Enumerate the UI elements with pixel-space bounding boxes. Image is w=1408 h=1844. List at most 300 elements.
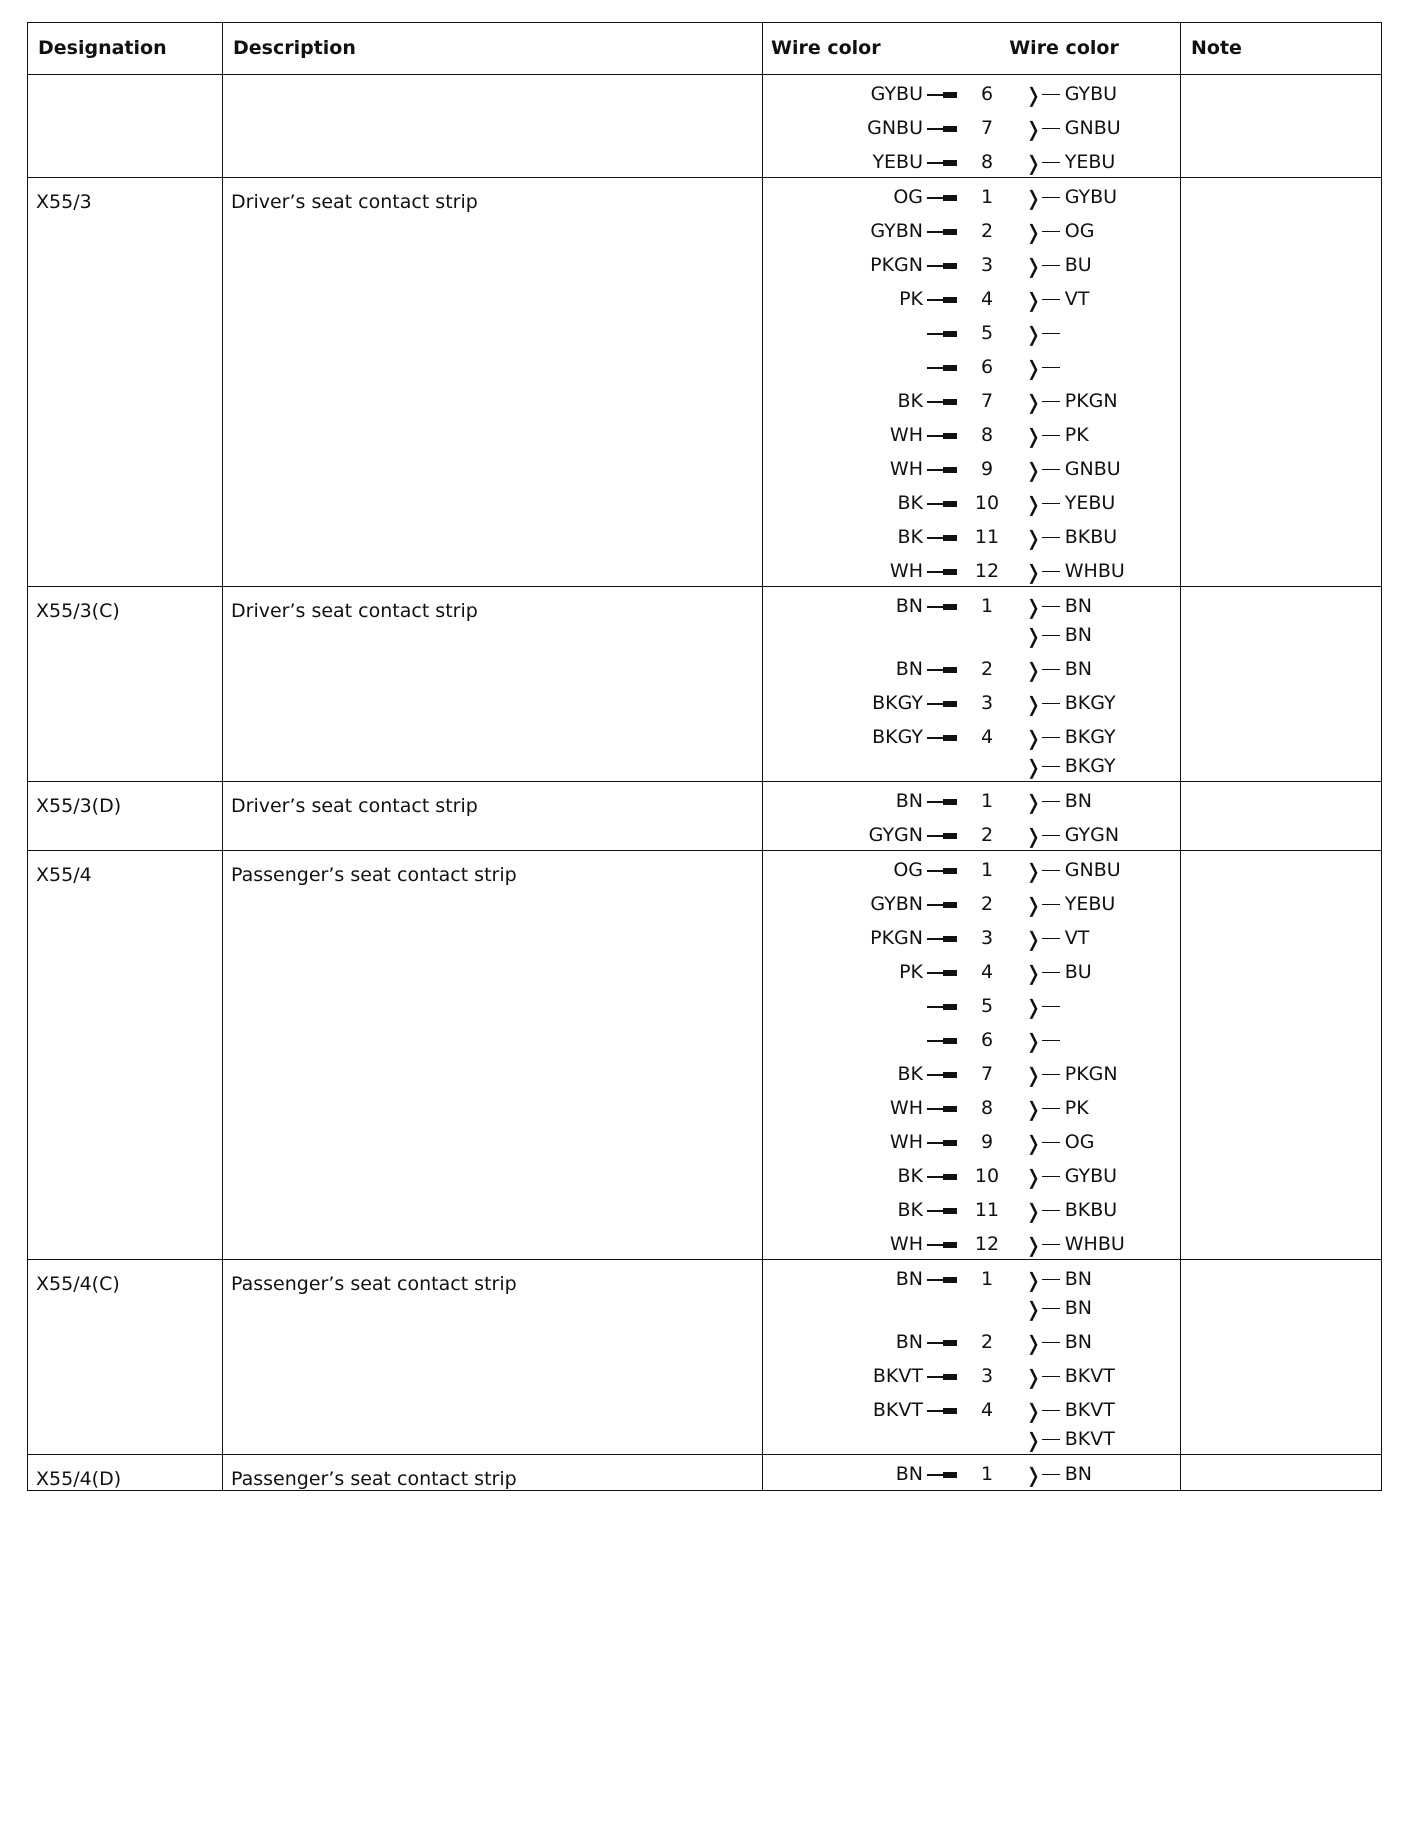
- socket-icon: ❭: [1025, 623, 1042, 648]
- socket-icon: ❭: [1025, 926, 1042, 951]
- wire-color-right-group: [1025, 821, 1119, 850]
- pin-row: [763, 919, 1180, 953]
- wire-color-right-group: [1025, 592, 1092, 650]
- wire-color-right-entry: [1025, 557, 1125, 586]
- pin-plug-icon: [927, 801, 957, 803]
- socket-icon: ❭: [1025, 657, 1042, 682]
- note-cell: [1181, 75, 1382, 178]
- wire-color-right-group: [1025, 890, 1115, 919]
- wire-color-right: WHBU: [1064, 1233, 1125, 1255]
- pin-row: [763, 416, 1180, 450]
- socket-line-icon: [1042, 197, 1060, 199]
- pin-plug-icon: [927, 938, 957, 940]
- wire-color-right: BN: [1064, 1331, 1093, 1353]
- pin-row: [763, 382, 1180, 416]
- pin-number: 8: [980, 424, 994, 446]
- socket-line-icon: [1042, 1342, 1060, 1344]
- pin-number: 7: [980, 390, 994, 412]
- wire-color-left: WH: [889, 458, 923, 480]
- pin-plug-icon: [927, 1142, 957, 1144]
- wire-color-right-entry: [1025, 1230, 1125, 1259]
- pin-number: 8: [980, 1097, 994, 1119]
- pin-number: 5: [980, 322, 994, 344]
- pin-plug-icon: [927, 401, 957, 403]
- wire-color-right-group: [1025, 387, 1118, 416]
- pin-plug-icon: [927, 606, 957, 608]
- pin-plug-icon: [927, 1176, 957, 1178]
- pin-number: 6: [980, 1029, 994, 1051]
- wire-color-right-entry: [1025, 992, 1065, 1021]
- wire-color-left: PKGN: [870, 927, 923, 949]
- wire-color-right-entry: [1025, 285, 1089, 314]
- pin-number: 10: [974, 1165, 1000, 1187]
- socket-line-icon: [1042, 606, 1060, 608]
- pin-number: 1: [980, 1268, 994, 1290]
- wire-color-right-entry: [1025, 523, 1117, 552]
- pin-number: 3: [980, 927, 994, 949]
- header-wire-color-left: Wire color: [771, 37, 881, 59]
- wire-color-right: VT: [1064, 288, 1090, 310]
- socket-icon: ❭: [1025, 1164, 1042, 1189]
- wire-color-left: WH: [889, 424, 923, 446]
- wire-color-right-group: [1025, 924, 1089, 953]
- pin-row: [763, 1021, 1180, 1055]
- wire-color-right-group: [1025, 1094, 1089, 1123]
- wire-color-right-entry: [1025, 353, 1065, 382]
- pin-plug-icon: [927, 1279, 957, 1281]
- socket-icon: ❭: [1025, 1198, 1042, 1223]
- wire-color-right: OG: [1064, 1131, 1095, 1153]
- pin-number: 11: [974, 526, 1000, 548]
- wire-color-right-entry: [1025, 787, 1092, 816]
- socket-line-icon: [1042, 1279, 1060, 1281]
- wire-color-right-entry: [1025, 621, 1092, 650]
- pin-number: 5: [980, 995, 994, 1017]
- wire-color-right-group: [1025, 421, 1089, 450]
- pin-plug-icon: [927, 1040, 957, 1042]
- wire-color-cell: [763, 1260, 1181, 1455]
- socket-icon: ❭: [1025, 1296, 1042, 1321]
- socket-icon: ❭: [1025, 1130, 1042, 1155]
- socket-icon: ❭: [1025, 994, 1042, 1019]
- wire-color-left: WH: [889, 560, 923, 582]
- wire-color-right: YEBU: [1064, 492, 1116, 514]
- wire-color-right-group: [1025, 148, 1115, 177]
- pin-plug-icon: [927, 1410, 957, 1412]
- socket-line-icon: [1042, 1142, 1060, 1144]
- socket-line-icon: [1042, 669, 1060, 671]
- wire-color-left: GNBU: [867, 117, 923, 139]
- wire-color-right-entry: [1025, 1060, 1118, 1089]
- pin-row: [763, 1323, 1180, 1357]
- table-row: [28, 1260, 1382, 1455]
- wire-color-right-group: [1025, 455, 1121, 484]
- wire-color-right: BKVT: [1064, 1365, 1115, 1387]
- wire-color-right-entry: [1025, 1128, 1094, 1157]
- pin-number: 3: [980, 692, 994, 714]
- pin-row: [763, 484, 1180, 518]
- socket-line-icon: [1042, 635, 1060, 637]
- wire-color-right-entry: [1025, 80, 1117, 109]
- wire-color-right: GNBU: [1064, 859, 1121, 881]
- note-cell: [1181, 851, 1382, 1260]
- socket-icon: ❭: [1025, 594, 1042, 619]
- pin-plug-icon: [927, 503, 957, 505]
- wire-color-right: BN: [1064, 595, 1093, 617]
- description-cell: Passenger’s seat contact strip: [223, 1260, 763, 1455]
- socket-line-icon: [1042, 972, 1060, 974]
- socket-line-icon: [1042, 231, 1060, 233]
- socket-line-icon: [1042, 766, 1060, 768]
- wire-color-right-entry: [1025, 1362, 1115, 1391]
- socket-icon: ❭: [1025, 1028, 1042, 1053]
- socket-line-icon: [1042, 94, 1060, 96]
- socket-icon: ❭: [1025, 253, 1042, 278]
- wire-color-right-group: [1025, 285, 1089, 314]
- wire-color-right-group: [1025, 217, 1094, 246]
- description-cell: Passenger’s seat contact strip: [223, 1455, 763, 1491]
- wire-color-right-group: [1025, 1128, 1094, 1157]
- pin-row: [763, 280, 1180, 314]
- socket-line-icon: [1042, 1376, 1060, 1378]
- wire-color-right-entry: [1025, 655, 1092, 684]
- pin-number: 3: [980, 254, 994, 276]
- note-cell: [1181, 587, 1382, 782]
- pin-row: [763, 246, 1180, 280]
- wire-color-right: BN: [1064, 624, 1093, 646]
- wire-color-left: WH: [889, 1233, 923, 1255]
- socket-line-icon: [1042, 435, 1060, 437]
- pin-row: [763, 1089, 1180, 1123]
- pin-row: [763, 348, 1180, 382]
- pin-row: [763, 1123, 1180, 1157]
- wire-color-right: BKGY: [1064, 755, 1116, 777]
- socket-line-icon: [1042, 1074, 1060, 1076]
- pin-number: 4: [980, 961, 994, 983]
- wire-color-right: PKGN: [1064, 390, 1118, 412]
- wire-color-right: BU: [1064, 254, 1092, 276]
- table-row: [28, 75, 1382, 178]
- wire-color-right-entry: [1025, 1265, 1092, 1294]
- wire-color-right-entry: [1025, 1425, 1115, 1454]
- pin-row: [763, 75, 1180, 109]
- connector-table: [27, 22, 1382, 1491]
- wire-color-left: BN: [895, 1268, 923, 1290]
- wire-color-left: BKVT: [872, 1399, 923, 1421]
- pin-row: [763, 143, 1180, 177]
- wire-color-left: PK: [899, 961, 923, 983]
- wire-color-right-group: [1025, 523, 1117, 552]
- wire-color-right-group: [1025, 689, 1116, 718]
- wire-color-left: GYBN: [870, 893, 923, 915]
- wire-color-right-group: [1025, 992, 1065, 1021]
- header-row: [28, 23, 1382, 75]
- socket-line-icon: [1042, 299, 1060, 301]
- pin-row: [763, 1055, 1180, 1089]
- designation-cell: X55/4(D): [28, 1455, 223, 1491]
- wire-color-right: BKVT: [1064, 1399, 1115, 1421]
- pin-plug-icon: [927, 669, 957, 671]
- wire-color-right: BKGY: [1064, 692, 1116, 714]
- socket-icon: ❭: [1025, 725, 1042, 750]
- wire-color-right-group: [1025, 1162, 1117, 1191]
- pin-number: 3: [980, 1365, 994, 1387]
- pin-plug-icon: [927, 537, 957, 539]
- pin-plug-icon: [927, 367, 957, 369]
- socket-icon: ❭: [1025, 1398, 1042, 1423]
- socket-icon: ❭: [1025, 691, 1042, 716]
- wire-color-right-group: [1025, 1362, 1115, 1391]
- pin-number: 1: [980, 790, 994, 812]
- pin-plug-icon: [927, 94, 957, 96]
- wire-color-right-entry: [1025, 217, 1094, 246]
- wire-color-right: BN: [1064, 1463, 1093, 1485]
- pin-number: 4: [980, 726, 994, 748]
- wire-color-left: GYGN: [868, 824, 923, 846]
- wire-color-right-entry: [1025, 821, 1119, 850]
- pin-number: 12: [974, 560, 1000, 582]
- socket-icon: ❭: [1025, 823, 1042, 848]
- wire-color-left: YEBU: [872, 151, 923, 173]
- pin-plug-icon: [927, 299, 957, 301]
- wire-color-left: OG: [893, 859, 923, 881]
- pin-row: [763, 718, 1180, 781]
- wire-color-left: BK: [897, 526, 923, 548]
- pin-number: 11: [974, 1199, 1000, 1221]
- wire-color-cell: [763, 587, 1181, 782]
- wire-color-right-entry: [1025, 890, 1115, 919]
- pin-number: 1: [980, 595, 994, 617]
- wire-color-right-group: [1025, 655, 1092, 684]
- socket-icon: ❭: [1025, 789, 1042, 814]
- wire-color-right-group: [1025, 1196, 1117, 1225]
- wire-color-cell: [763, 851, 1181, 1260]
- header-wire-color: [763, 23, 1181, 75]
- wire-color-right-entry: [1025, 1294, 1092, 1323]
- table-row: [28, 587, 1382, 782]
- socket-line-icon: [1042, 1040, 1060, 1042]
- socket-icon: ❭: [1025, 1364, 1042, 1389]
- wire-color-right-entry: [1025, 1396, 1115, 1425]
- socket-line-icon: [1042, 469, 1060, 471]
- table-row: [28, 178, 1382, 587]
- description-cell: Passenger’s seat contact strip: [223, 851, 763, 1260]
- pin-plug-icon: [927, 571, 957, 573]
- pin-plug-icon: [927, 737, 957, 739]
- wire-color-right: VT: [1064, 927, 1090, 949]
- designation-cell: X55/3(C): [28, 587, 223, 782]
- socket-line-icon: [1042, 801, 1060, 803]
- wire-color-right-group: [1025, 1026, 1065, 1055]
- socket-icon: ❭: [1025, 150, 1042, 175]
- note-cell: [1181, 782, 1382, 851]
- header-wire-color-right: Wire color: [1009, 37, 1119, 59]
- pin-row: [763, 684, 1180, 718]
- wire-color-left: WH: [889, 1097, 923, 1119]
- wire-color-right-group: [1025, 114, 1121, 143]
- wire-color-right-group: [1025, 557, 1125, 586]
- socket-line-icon: [1042, 904, 1060, 906]
- pin-plug-icon: [927, 265, 957, 267]
- socket-icon: ❭: [1025, 185, 1042, 210]
- wire-color-right-entry: [1025, 455, 1121, 484]
- wire-color-cell: [763, 178, 1181, 587]
- wire-color-right-group: [1025, 489, 1115, 518]
- wire-color-right: OG: [1064, 220, 1095, 242]
- wire-color-right: BN: [1064, 658, 1093, 680]
- pin-plug-icon: [927, 904, 957, 906]
- wire-color-right-entry: [1025, 1196, 1117, 1225]
- wire-color-left: WH: [889, 1131, 923, 1153]
- pin-number: 7: [980, 117, 994, 139]
- wire-color-right: BKVT: [1064, 1428, 1115, 1450]
- wire-color-right: YEBU: [1064, 151, 1116, 173]
- wire-color-left: BKVT: [872, 1365, 923, 1387]
- wire-color-right-group: [1025, 1060, 1118, 1089]
- pin-row: [763, 1357, 1180, 1391]
- wire-color-right: BN: [1064, 1268, 1093, 1290]
- pin-plug-icon: [927, 128, 957, 130]
- pin-number: 9: [980, 458, 994, 480]
- socket-line-icon: [1042, 737, 1060, 739]
- wire-color-right: BKBU: [1064, 526, 1118, 548]
- wire-color-cell: [763, 75, 1181, 178]
- wire-color-right: GYBU: [1064, 186, 1118, 208]
- wire-color-right-entry: [1025, 489, 1115, 518]
- table-row: [28, 1455, 1382, 1491]
- wire-color-right-entry: [1025, 148, 1115, 177]
- pin-number: 1: [980, 186, 994, 208]
- socket-line-icon: [1042, 333, 1060, 335]
- wire-color-right-group: [1025, 1460, 1092, 1489]
- wire-color-right-entry: [1025, 924, 1089, 953]
- table-row: [28, 851, 1382, 1260]
- wire-color-right-group: [1025, 1230, 1125, 1259]
- socket-icon: ❭: [1025, 754, 1042, 779]
- wire-color-right-entry: [1025, 387, 1118, 416]
- pin-row: [763, 1260, 1180, 1323]
- pin-row: [763, 885, 1180, 919]
- socket-icon: ❭: [1025, 858, 1042, 883]
- pin-number: 7: [980, 1063, 994, 1085]
- wire-color-right-entry: [1025, 592, 1092, 621]
- wire-color-right: GYGN: [1064, 824, 1120, 846]
- socket-icon: ❭: [1025, 559, 1042, 584]
- socket-line-icon: [1042, 162, 1060, 164]
- socket-icon: ❭: [1025, 321, 1042, 346]
- wire-color-left: BK: [897, 1063, 923, 1085]
- socket-line-icon: [1042, 1439, 1060, 1441]
- pin-row: [763, 782, 1180, 816]
- pin-number: 10: [974, 492, 1000, 514]
- socket-icon: ❭: [1025, 491, 1042, 516]
- socket-line-icon: [1042, 1308, 1060, 1310]
- wire-color-right: GYBU: [1064, 1165, 1118, 1187]
- wire-color-right-entry: [1025, 114, 1121, 143]
- wire-color-right-entry: [1025, 1328, 1092, 1357]
- wire-color-right: PK: [1064, 424, 1089, 446]
- wire-color-right-group: [1025, 1265, 1092, 1323]
- wire-color-left: BN: [895, 595, 923, 617]
- wire-color-right-entry: [1025, 1026, 1065, 1055]
- wire-color-right-group: [1025, 856, 1121, 885]
- pin-row: [763, 314, 1180, 348]
- table-body: [28, 75, 1382, 1491]
- socket-icon: ❭: [1025, 1462, 1042, 1487]
- note-cell: [1181, 178, 1382, 587]
- wire-color-left: BK: [897, 492, 923, 514]
- pin-row: [763, 450, 1180, 484]
- socket-icon: ❭: [1025, 355, 1042, 380]
- wire-color-left: BN: [895, 658, 923, 680]
- pin-plug-icon: [927, 1006, 957, 1008]
- wire-color-right: BU: [1064, 961, 1092, 983]
- pin-number: 1: [980, 1463, 994, 1485]
- socket-icon: ❭: [1025, 960, 1042, 985]
- socket-line-icon: [1042, 265, 1060, 267]
- wire-color-right-group: [1025, 1396, 1115, 1454]
- pin-row: [763, 816, 1180, 850]
- wire-color-cell: [763, 782, 1181, 851]
- socket-icon: ❭: [1025, 1427, 1042, 1452]
- socket-line-icon: [1042, 1176, 1060, 1178]
- pin-plug-icon: [927, 870, 957, 872]
- note-cell: [1181, 1260, 1382, 1455]
- pin-number: 6: [980, 83, 994, 105]
- pin-row: [763, 212, 1180, 246]
- wire-color-cell: [763, 1455, 1181, 1491]
- wire-color-right-entry: [1025, 723, 1116, 752]
- note-cell: [1181, 1455, 1382, 1491]
- wire-color-right: BKGY: [1064, 726, 1116, 748]
- wire-color-left: BK: [897, 390, 923, 412]
- socket-line-icon: [1042, 1210, 1060, 1212]
- wire-color-left: PKGN: [870, 254, 923, 276]
- pin-number: 2: [980, 220, 994, 242]
- designation-cell: X55/3: [28, 178, 223, 587]
- socket-icon: ❭: [1025, 892, 1042, 917]
- table-row: [28, 782, 1382, 851]
- socket-icon: ❭: [1025, 287, 1042, 312]
- pin-plug-icon: [927, 1210, 957, 1212]
- description-cell: [223, 75, 763, 178]
- pin-row: [763, 1157, 1180, 1191]
- wire-color-left: BN: [895, 1463, 923, 1485]
- wire-color-right: BN: [1064, 1297, 1093, 1319]
- pin-row: [763, 1225, 1180, 1259]
- pin-plug-icon: [927, 162, 957, 164]
- pin-number: 2: [980, 893, 994, 915]
- wire-color-right-group: [1025, 80, 1117, 109]
- wire-color-right-group: [1025, 787, 1092, 816]
- pin-plug-icon: [927, 197, 957, 199]
- wire-color-left: BKGY: [872, 692, 923, 714]
- wire-color-left: GYBU: [870, 83, 923, 105]
- pin-plug-icon: [927, 435, 957, 437]
- pin-row: [763, 1191, 1180, 1225]
- socket-line-icon: [1042, 835, 1060, 837]
- wire-color-left: BN: [895, 1331, 923, 1353]
- pin-plug-icon: [927, 1376, 957, 1378]
- socket-icon: ❭: [1025, 219, 1042, 244]
- pin-plug-icon: [927, 972, 957, 974]
- socket-line-icon: [1042, 1006, 1060, 1008]
- pin-number: 4: [980, 288, 994, 310]
- pin-row: [763, 1455, 1180, 1489]
- wire-color-right-group: [1025, 251, 1092, 280]
- pin-plug-icon: [927, 1474, 957, 1476]
- pin-plug-icon: [927, 1074, 957, 1076]
